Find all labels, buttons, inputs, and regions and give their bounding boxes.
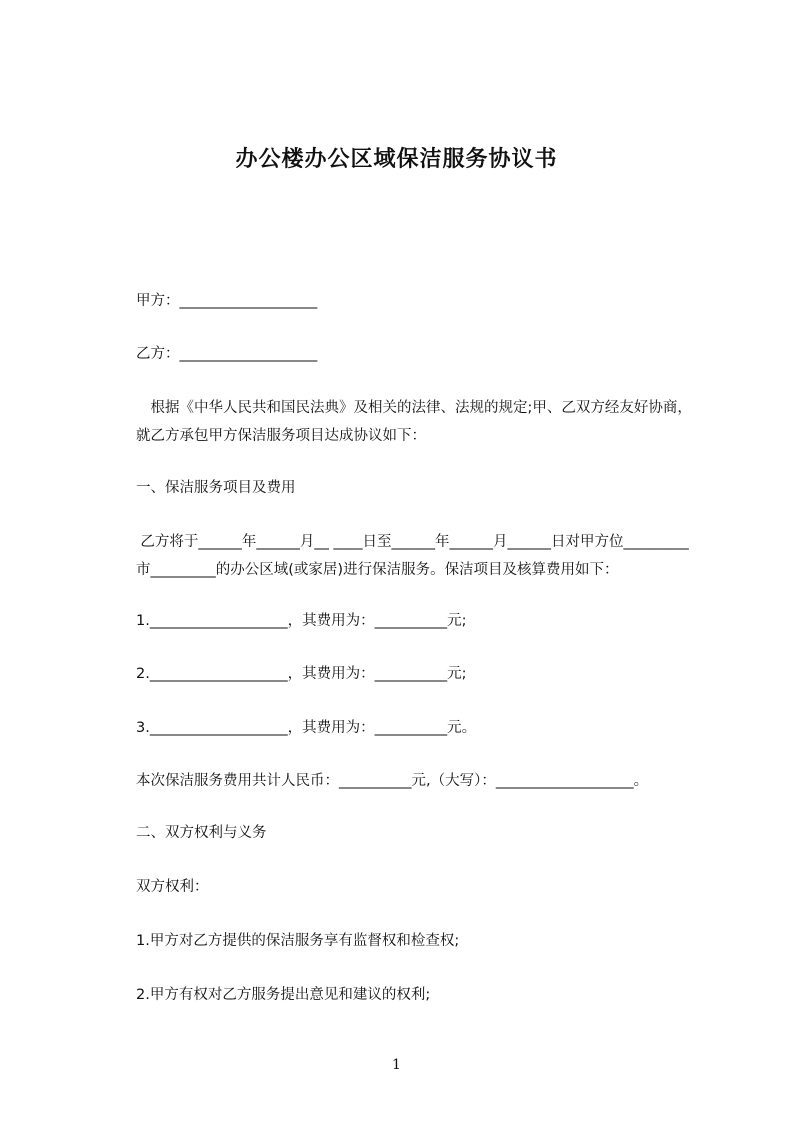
intro-paragraph: 根据《中华人民共和国民法典》及相关的法律、法规的规定;甲、乙双方经友好协商，就乙方承包甲方保洁服务项目达成协议如下： (136, 400, 692, 444)
party-b-line: 乙方：___________________ (136, 346, 318, 362)
right-item-1: 1.甲方对乙方提供的保洁服务享有监督权和检查权; (136, 933, 460, 949)
section-2-heading: 二、双方权利与义务 (136, 825, 267, 841)
party-a-line: 甲方：___________________ (136, 293, 318, 309)
fee-item-1: 1.___________________，其费用为：__________元; (136, 613, 467, 629)
fee-item-3: 3.___________________，其费用为：__________元。 (136, 720, 477, 736)
page-number: 1 (392, 1057, 401, 1073)
document-title: 办公楼办公区域保洁服务协议书 (235, 147, 558, 172)
fee-total-line: 本次保洁服务费用共计人民币：__________元,（大写）：___________________。 (136, 773, 649, 789)
fee-item-2: 2.___________________，其费用为：__________元; (136, 666, 467, 682)
section-1-heading: 一、保洁服务项目及费用 (136, 480, 296, 496)
right-item-2: 2.甲方有权对乙方服务提出意见和建议的权利; (136, 987, 431, 1003)
rights-heading: 双方权利： (136, 879, 209, 895)
section-1-paragraph: 乙方将于______年______月__ ____日至______年______月______日对甲方位_________市_________的办公区域(或家居)进行保洁服务。保洁项目及核算费用如下： (136, 534, 689, 578)
